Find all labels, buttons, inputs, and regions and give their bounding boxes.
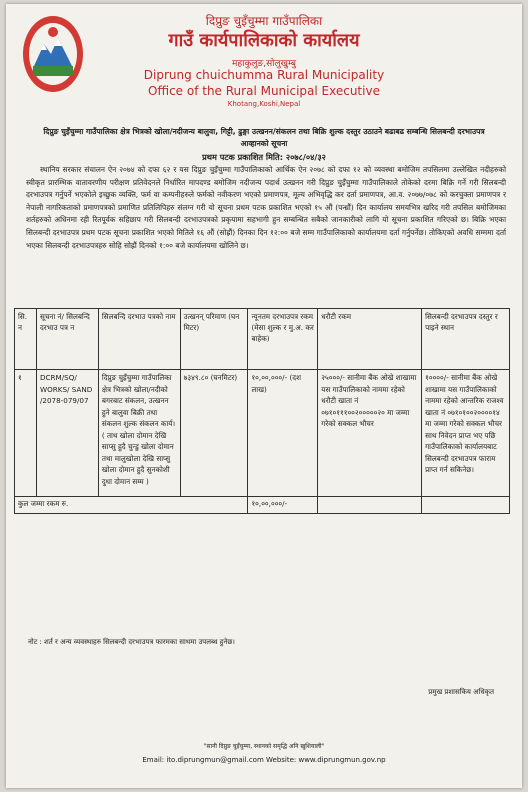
total-empty-1 [318,497,422,514]
address-nepali: महाकुलुङ,सोलुखुम्बु [231,59,297,69]
notice-body: स्थानिय सरकार संचालन ऐन २०७४ को दफा ६२ र यस दिप्रुङ चुइँचुम्मा गाउँपालिकाको आर्थिक ऐन २०७८ को दफा १२ को व्यवस्था बमोजिम तपसिलमा उल्लेखित नदीहरुको स्वीकृत प्रारम्भिक वातावरणीय परीक्षण प्रतिवेदनले निर्धारित मापदण्ड बमोजिम नदीजन्य पदार्थ उत्खनन गरी दिप्रुङ चुइँचुम्मा गाउँपालिकाले तोकेको दरमा बिक्रि गर्ने गरी सिलबन्दी दरभाउपत्र गर्नुपर्ने भएकोले इच्छुक व्यक्ति, फर्म वा कम्पनीहरुले फर्मको नवीकरण भएको प्रमाणपत्र, मूल्य अभिवृद्धि कर दर्ता प्रमाणपत्र, आ.व. २०७७/०७८ को करचुक्ता प्रमाणपत्र र नेपाली नागरिकताको प्रमाणपत्रको प्रमाणित प्रतिलिपिहरु संलग्न गरी यो सूचना प्रथम पटक प्रकाशित भएको १५ औं (पन्ध्रौं) दिन कार्यालय समयभित्र खरिद गरी तपसिल बमोजिमका शर्तहरुको अधिनमा रही रितपूर्वक सहिछाप गरी सिलबन्दी दरभाउपत्रको प्रकृयामा सहभागी हुन सम्बन्धित सबैको जानकारीको लागि यो सूचना प्रकाशित गरिएको छ। बिक्रि भएका सिलबन्दी दरभाउपत्र प्रथम पटक सूचना प्रकाशित भएको मितिले १६ औं (सोह्रौं) दिनका दिन १२:०० बजे सम्म गाउँपालिकाको कार्यालयमा दर्ता गर्नुपर्नेछ। तोकिएको अवधि सम्ममा दर्ता भएका सिलबन्दी दरभाउपत्रहरु सोहि सोह्रौं दिनको १:०० बजे कार्यालयमा खोलिने छ। [26,165,506,250]
address-english: Khotang,Koshi,Nepal [227,100,301,108]
note-text: नोट : शर्त र अन्य व्यवस्थाहरु सिलबन्दी दरभाउपत्र फारमका साथमा उपलब्ध हुनेछ। [28,638,235,646]
cell-notice-no: DCRM/SQ/ WORKS/ SAND /2078-079/07 [36,370,98,497]
cell-name: दिप्रुङ चुइँचुम्मा गाउँपालिका क्षेत्र भित्रको खोला/नदीको बगरबाट संकलन, उत्खनन हुने बालुवा बिक्री तथा संकलन शुल्क संकलन कार्य। ( ताथ खोला दोमान देखि साप्सु हुदै चुन्डु खोला दोमान तथा मालुखोला देखि साप्सु खोला दोमान हुदै सुनकोशी दुधा दोमान सम्म ) [98,370,180,497]
notice-subject: दिप्रुङ चुइँचुम्मा गाउँपालिका क्षेत्र भित्रको खोला/नदीजन्य बालुवा, गिट्टी, ढुङ्गा उत्खनन/संकलन तथा बिक्रि शुल्क दस्तुर उठाउने बढाबढ सम्बन्धि सिलबन्दी दरभाउपत्र आव्हानको सूचना [43,127,485,148]
contact-info: Email: ito.diprungmun@gmail.com Website: www.diprungmun.gov.np [142,756,386,764]
municipality-name-english: Diprung chuichumma Rural Municipality [143,68,385,82]
cell-sn: १ [15,370,37,497]
col-header-notice-no: सूचना नं/ सिलबन्दि दरभाउ पत्र न [36,309,98,370]
cell-deposit: २५०००/- सानीमा बैंक ओखे शाखामा यस गाउँपालिकाको नाममा रहेको धरौटी खाता नं ०७१०१११००२०००००२० मा जम्मा गरेको सक्कल भौचर [318,370,422,497]
col-header-fee-place: सिलबन्दी दरभाउपत्र दस्तुर र पाइने स्थान [422,309,510,370]
slogan: "सानी दिप्रुङ चुइँचुम्मा, स्थानको समृद्धि अनि खुशियाली" [203,743,325,750]
col-header-min-amount: न्यूनतम दरभाउपत्र रकम (मेसा शुल्क र मु.अ. कर बाहेक) [248,309,318,370]
cell-quantity: ७३४९.८० (घनमिटर) [180,370,248,497]
cell-fee-place: १००००/- सानीमा बैंक ओखे शाखामा यस गाउँपालिकाको नाममा रहेको आन्तरिक राजश्व खाता नं ०७१०१००२००००१४ मा जम्मा गरेको सक्कल भौचर साथ निवेदन प्राप्त भए पछि गाउँपालिकाको कार्यालयबाट सिलबन्दी दरभाउपत्र फाराम प्राप्त गर्न सकिनेछ। [422,370,510,497]
col-header-quantity: उत्खनन् परिमाण (घन मिटर) [180,309,248,370]
bid-table [14,308,510,514]
cell-min-amount: १०,००,०००/- (दश लाख) [248,370,318,497]
first-publication-date: प्रथम पटक प्रकाशित मिति: २०७८/०४/३२ [202,152,326,162]
total-value: १०,००,०००/- [248,497,318,514]
total-label: कुल जम्मा रकम रु. [15,497,248,514]
signature-title: प्रमुख प्रशासकिय अधिकृत [428,688,494,696]
office-title: गाउँ कार्यपालिकाको कार्यालय [168,30,360,51]
col-header-sn: सि. न [15,309,37,370]
municipality-name: दिप्रुङ चुइँचुम्मा गाउँपालिका [205,14,323,28]
col-header-name: सिलबन्दि दरभाउ पत्रको नाम [98,309,180,370]
office-title-english: Office of the Rural Municipal Executive [148,84,380,98]
total-empty-2 [422,497,510,514]
table-total-row [15,497,510,514]
table-header-row [15,309,510,370]
notice-document [6,4,522,788]
col-header-deposit: धरौटी रकम [318,309,422,370]
table-row [15,370,510,497]
